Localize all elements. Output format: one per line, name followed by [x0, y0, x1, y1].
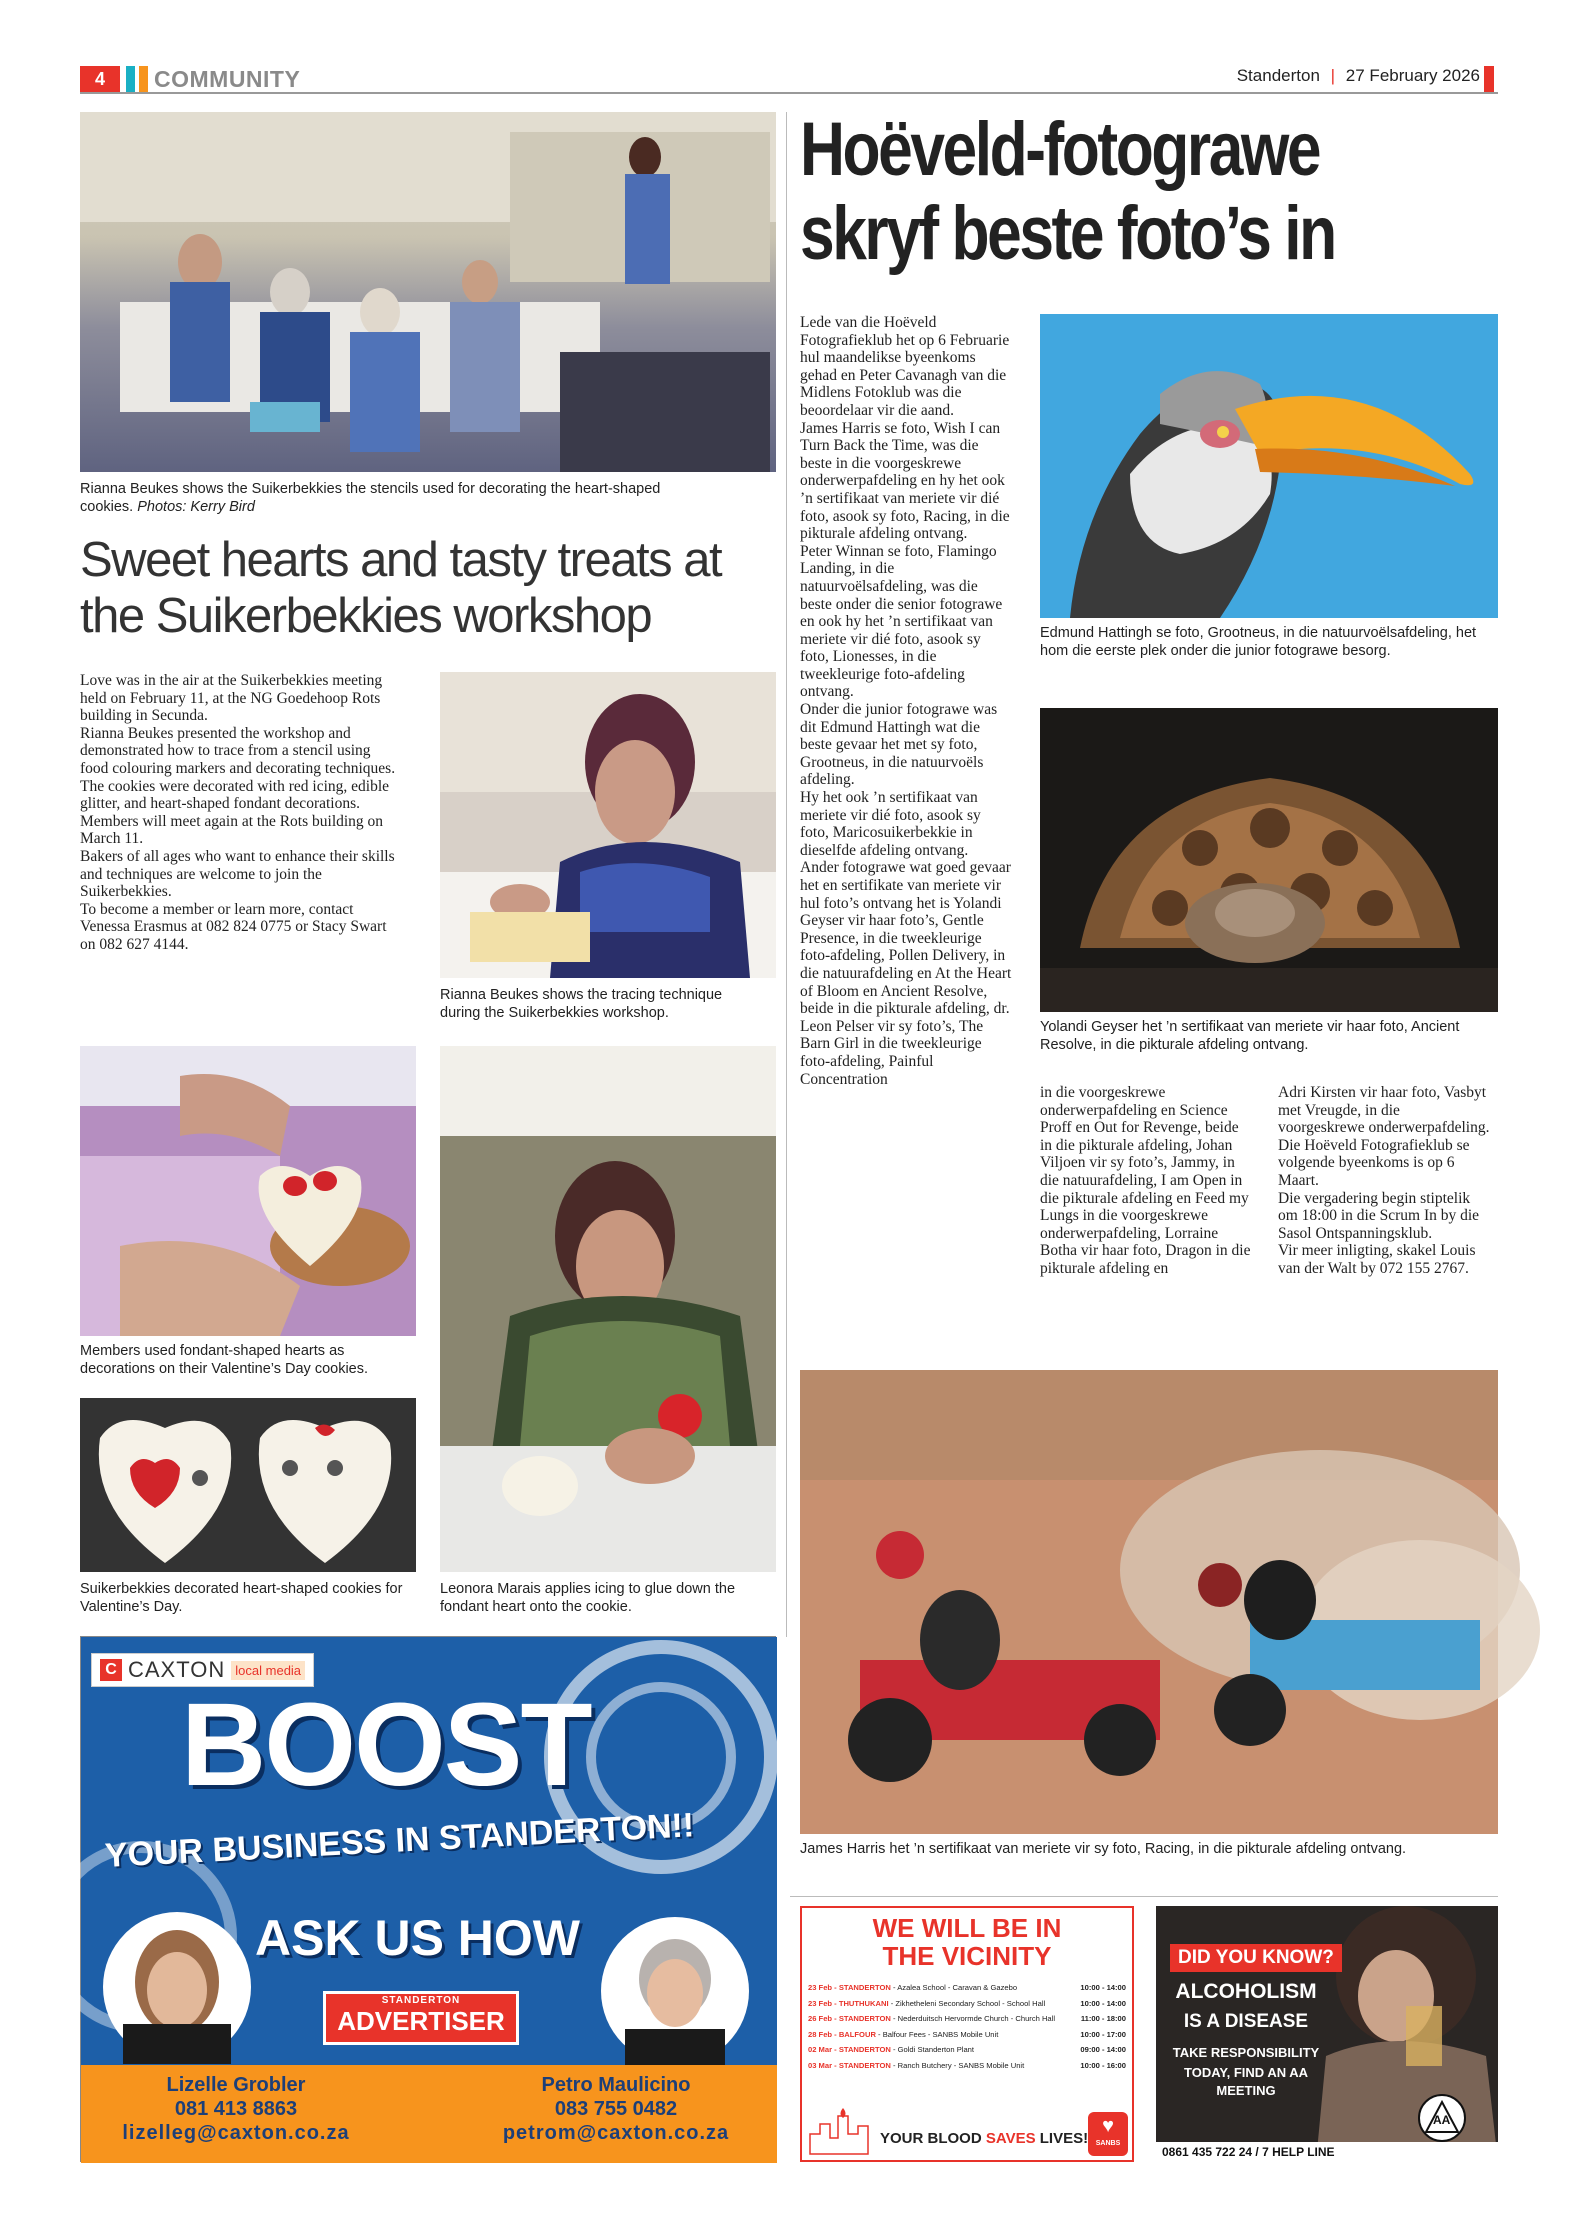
right-article-col3: Adri Kirsten vir haar foto, Vasbyt met Vreugde, in die voorgeskrewe onderwerpafdeling. Die Hoëveld Fotografieklub se volgende byeenkoms is op 6 Maart. Die vergadering begin stiptelik om 18:00 in die Scrum In by die Sasol Ontspanningsklub. Vir meer inligting, skakel Louis van der Walt by 072 155 2767. [1278, 1084, 1490, 1277]
row-date: 03 Mar [808, 2060, 833, 2070]
row-time: 09:00 - 14:00 [1080, 2045, 1126, 2054]
aa-phone[interactable]: 0861 435 722 24 / 7 HELP LINE [1162, 2145, 1335, 2159]
schedule-row: 23 Feb - STANDERTON - Azalea School - Caravan & Gazebo 10:00 - 14:00 [808, 1980, 1126, 1996]
schedule-row: 23 Feb - THUTHUKANI - Zikhetheleni Secondary School - School Hall 10:00 - 14:00 [808, 1996, 1126, 2012]
row-time: 10:00 - 16:00 [1080, 2060, 1126, 2070]
photo1-caption [80, 480, 780, 516]
photo1-caption-text: Rianna Beukes shows the Suikerbekkies the stencils used for decorating the heart-shaped [80, 481, 661, 497]
contact1-name: Lizelle Grobler [166, 2074, 306, 2096]
fondant-hearts-hands-photo [80, 1046, 416, 1336]
contact2 [461, 2073, 771, 2145]
section-title: COMMUNITY [154, 66, 301, 92]
left-headline: Sweet hearts and tasty treats at the Suikerbekkies workshop [80, 533, 722, 643]
caxton-c-icon: C [100, 1659, 122, 1681]
row-place: STANDERTON [838, 2060, 891, 2070]
sanbs-tagline [880, 2130, 1088, 2147]
aa-logo-text: AA [1433, 2113, 1451, 2127]
aa-ad[interactable] [1156, 1906, 1498, 2162]
schedule-row: 26 Feb - STANDERTON - Nederduitsch Hervormde Church - Church Hall 11:00 - 18:00 [808, 2011, 1126, 2027]
caxton-ad[interactable] [80, 1636, 776, 2162]
row-date: 02 Mar [808, 2045, 833, 2054]
right-headline-line1: Hoëveld-fotograwe [800, 107, 1320, 192]
bird-caption: Edmund Hattingh se foto, Grootneus, in die natuurvoëlsafdeling, het hom die eerste plek onder die junior fotograwe besorg. [1040, 625, 1477, 659]
schedule-row: 03 Mar - STANDERTON - Ranch Butchery - SANBS Mobile Unit 10:00 - 16:00 [808, 2058, 1126, 2074]
row-venue: Azalea School - Caravan & Gazebo [897, 1983, 1018, 1992]
photo2-caption: Rianna Beukes shows the tracing technique during the Suikerbekkies workshop. [440, 987, 723, 1021]
aa-line4: TODAY, FIND AN AA [1184, 2065, 1308, 2080]
right-headline [800, 108, 1374, 276]
tagline-c: LIVES! [1035, 2130, 1089, 2147]
contact1-email[interactable]: lizelleg@caxton.co.za [122, 2122, 350, 2144]
page-number: 4 [94, 69, 105, 89]
aa-line3: TAKE RESPONSIBILITY [1172, 2045, 1320, 2060]
photo1-caption-text2: cookies. [80, 499, 134, 515]
row-time: 11:00 - 18:00 [1080, 2014, 1126, 2023]
row-place: STANDERTON [838, 2014, 891, 2023]
aa-text-block [1156, 1976, 1336, 2100]
row-place: THUTHUKANI [838, 1998, 889, 2008]
ad-contacts-panel [81, 2065, 777, 2163]
header-marker-red [1484, 66, 1494, 92]
aa-logo [1418, 2094, 1466, 2142]
advertiser-top: STANDERTON [381, 1995, 461, 2006]
photo1-credit: Photos: Kerry Bird [137, 499, 255, 515]
left-article-body: Love was in the air at the Suikerbekkies meeting held on February 11, at the NG Goedehoop Rots building in Secunda. Rianna Beukes presented the workshop and demonstrated how to trace from a stencil using food colouring markers and decorating techniques. The cookies were decorated with red icing, edible glitter, and heart-shaped fondant decorations. Members will meet again at the Rots building on March 11. Bakers of all ages who want to enhance their skills and techniques are welcome to join the Suikerbekkies. To become a member or learn more, contact Venessa Erasmus at 082 824 0775 or Stacy Swart on 082 627 4144. [80, 672, 396, 953]
header-location: Standerton [1236, 66, 1320, 85]
racing-caption: James Harris het ’n sertifikaat van meriete vir sy foto, Racing, in die pikturale afdeling ontvang. [800, 1841, 1407, 1857]
heart-cookies-photo [80, 1398, 416, 1572]
row-time: 10:00 - 14:00 [1080, 1983, 1126, 1992]
contact1 [81, 2073, 391, 2145]
row-date: 26 Feb [808, 2014, 833, 2023]
column-divider [786, 112, 787, 1637]
row-time: 10:00 - 17:00 [1080, 2029, 1126, 2039]
header-date: 27 February 2026 [1345, 66, 1480, 85]
section-marker-orange [139, 66, 148, 92]
section-marker-teal [126, 66, 135, 92]
tagline-b: SAVES [985, 2130, 1036, 2147]
right-article-col1: Lede van die Hoëveld Fotografieklub het op 6 Februarie hul maandelikse byeenkoms gehad en Peter Cavanagh van die Midlens Fotoklub was die beoordelaar vir die aand. James Harris se foto, Wish I can Turn Back the Time, was die beste in die voorgeskrewe onderwerpafdeling en hy het ook ’n sertifikaat van meriete vir dié foto, asook sy foto, Racing, in die pikturale afdeling ontvang. Peter Winnan se foto, Flamingo Landing, in die natuurvoëlsafdeling, was die beste onder die senior fotograwe en ook hy het ’n sertifikaat van meriete vir dié foto, asook sy foto, Lionesses, in die tweekleurige foto-afdeling ontvang. Onder die junior fotograwe was dit Edmund Hattingh wat die beste gevaar het met sy foto, Grootneus, in die natuurvoëls afdeling. Hy het ook ’n sertifikaat van meriete vir dié foto, asook sy foto, Maricosuikerbekkie in dieselfde afdeling ontvang. Ander fotograwe wat goed gevaar het en sertifikate van meriete vir hul foto’s ontvang het is Yolandi Geyser vir haar foto’s, Gentle Presence, in die tweekleurige foto-afdeling, Pollen Delivery, in die natuurafdeling en At the Heart of Bloom en Ancient Resolve, beide in die pikturale afdeling, dr. Leon Pelser vir sy foto’s, The Barn Girl in die tweekleurige foto-afdeling, Painful Concentration [800, 314, 1012, 1088]
contact2-email[interactable]: petrom@caxton.co.za [502, 2122, 730, 2144]
contact2-name: Petro Maulicino [541, 2074, 691, 2096]
row-place: STANDERTON [838, 1983, 891, 1992]
header-dateline: Standerton | 27 February 2026 [1236, 66, 1480, 85]
sanbs-logo [1088, 2112, 1128, 2156]
row-date: 23 Feb [808, 1998, 833, 2008]
contact1-phone: 081 413 8863 [174, 2098, 298, 2120]
sanbs-ad[interactable] [800, 1906, 1134, 2162]
tortoise-photo [1040, 708, 1498, 1012]
tagline-a: YOUR BLOOD [880, 2130, 986, 2147]
sanbs-title [802, 1914, 1132, 1970]
workshop-room-photo [80, 112, 776, 472]
advertiser-name: ADVERTISER [337, 2006, 505, 2036]
icing-application-photo [440, 1046, 776, 1572]
caxton-brand-sub: local media [231, 1661, 305, 1680]
city-skyline-icon [808, 2104, 878, 2156]
row-date: 28 Feb [808, 2029, 833, 2039]
row-time: 10:00 - 14:00 [1080, 1998, 1126, 2008]
contact2-phone: 083 755 0482 [554, 2098, 678, 2120]
aa-line5: MEETING [1216, 2083, 1276, 2098]
advertiser-logo [323, 1991, 519, 2045]
row-venue: Goldi Standerton Plant [897, 2045, 975, 2054]
row-place: STANDERTON [838, 2045, 891, 2054]
contact2-portrait [601, 1917, 749, 2065]
page-number-box [80, 66, 120, 92]
aa-badge: DID YOU KNOW? [1170, 1944, 1342, 1972]
row-venue: Zikhetheleni Secondary School - School Hall [895, 1998, 1046, 2008]
boost-subline: YOUR BUSINESS IN STANDERTON!! [103, 1806, 696, 1875]
ask-us-how: ASK US HOW [255, 1910, 580, 1966]
schedule-row: 28 Feb - BALFOUR - Balfour Fees - SANBS Mobile Unit 10:00 - 17:00 [808, 2027, 1126, 2043]
photo5-caption: Suikerbekkies decorated heart-shaped cookies for Valentine’s Day. [80, 1581, 403, 1615]
tracing-technique-photo [440, 672, 776, 978]
aa-line2: IS A DISEASE [1183, 2011, 1309, 2032]
boost-headline: BOOST [181, 1679, 591, 1811]
right-bottom-rule [790, 1896, 1498, 1897]
sanbs-title-line1: WE WILL BE IN [872, 1913, 1062, 1943]
sidecar-racing-photo [800, 1370, 1498, 1834]
photo3-caption: Members used fondant-shaped hearts as decorations on their Valentine’s Day cookies. [80, 1343, 369, 1377]
photo4-caption: Leonora Marais applies icing to glue down the fondant heart onto the cookie. [440, 1581, 736, 1615]
sanbs-schedule [808, 1980, 1126, 2073]
right-article-col2: in die voorgeskrewe onderwerpafdeling en Science Proff en Out for Revenge, beide in die pikturale afdeling, Johan Viljoen vir sy foto’s, Jammy, in die natuurafdeling, I am Open in die pikturale afdeling en Feed my Lungs in die voorgeskrewe onderwerpafdeling, Lorraine Botha vir haar foto, Dragon in die pikturale afdeling en [1040, 1084, 1251, 1277]
contact1-portrait [103, 1912, 251, 2062]
caxton-brand: CAXTON [128, 1657, 226, 1682]
right-headline-line2: skryf beste foto’s in [800, 191, 1335, 276]
row-venue: Ranch Butchery - SANBS Mobile Unit [897, 2060, 1025, 2070]
aa-helpline [1156, 2142, 1498, 2162]
header-rule [80, 92, 1498, 94]
row-venue: Nederduitsch Hervormde Church - Church Hall [897, 2014, 1056, 2023]
blood-drop-icon: ♥ [1102, 2115, 1114, 2137]
tortoise-caption: Yolandi Geyser het ’n sertifikaat van meriete vir haar foto, Ancient Resolve, in die pikturale afdeling ontvang. [1040, 1019, 1460, 1053]
row-venue: Balfour Fees - SANBS Mobile Unit [882, 2029, 999, 2039]
schedule-row: 02 Mar - STANDERTON - Goldi Standerton Plant 09:00 - 14:00 [808, 2042, 1126, 2058]
aa-line1: ALCOHOLISM [1175, 1980, 1317, 2003]
sanbs-logo-text: SANBS [1095, 2140, 1121, 2147]
row-place: BALFOUR [838, 2029, 876, 2039]
sanbs-title-line2: THE VICINITY [882, 1941, 1052, 1971]
hornbill-photo [1040, 314, 1498, 618]
row-date: 23 Feb [808, 1983, 833, 1992]
